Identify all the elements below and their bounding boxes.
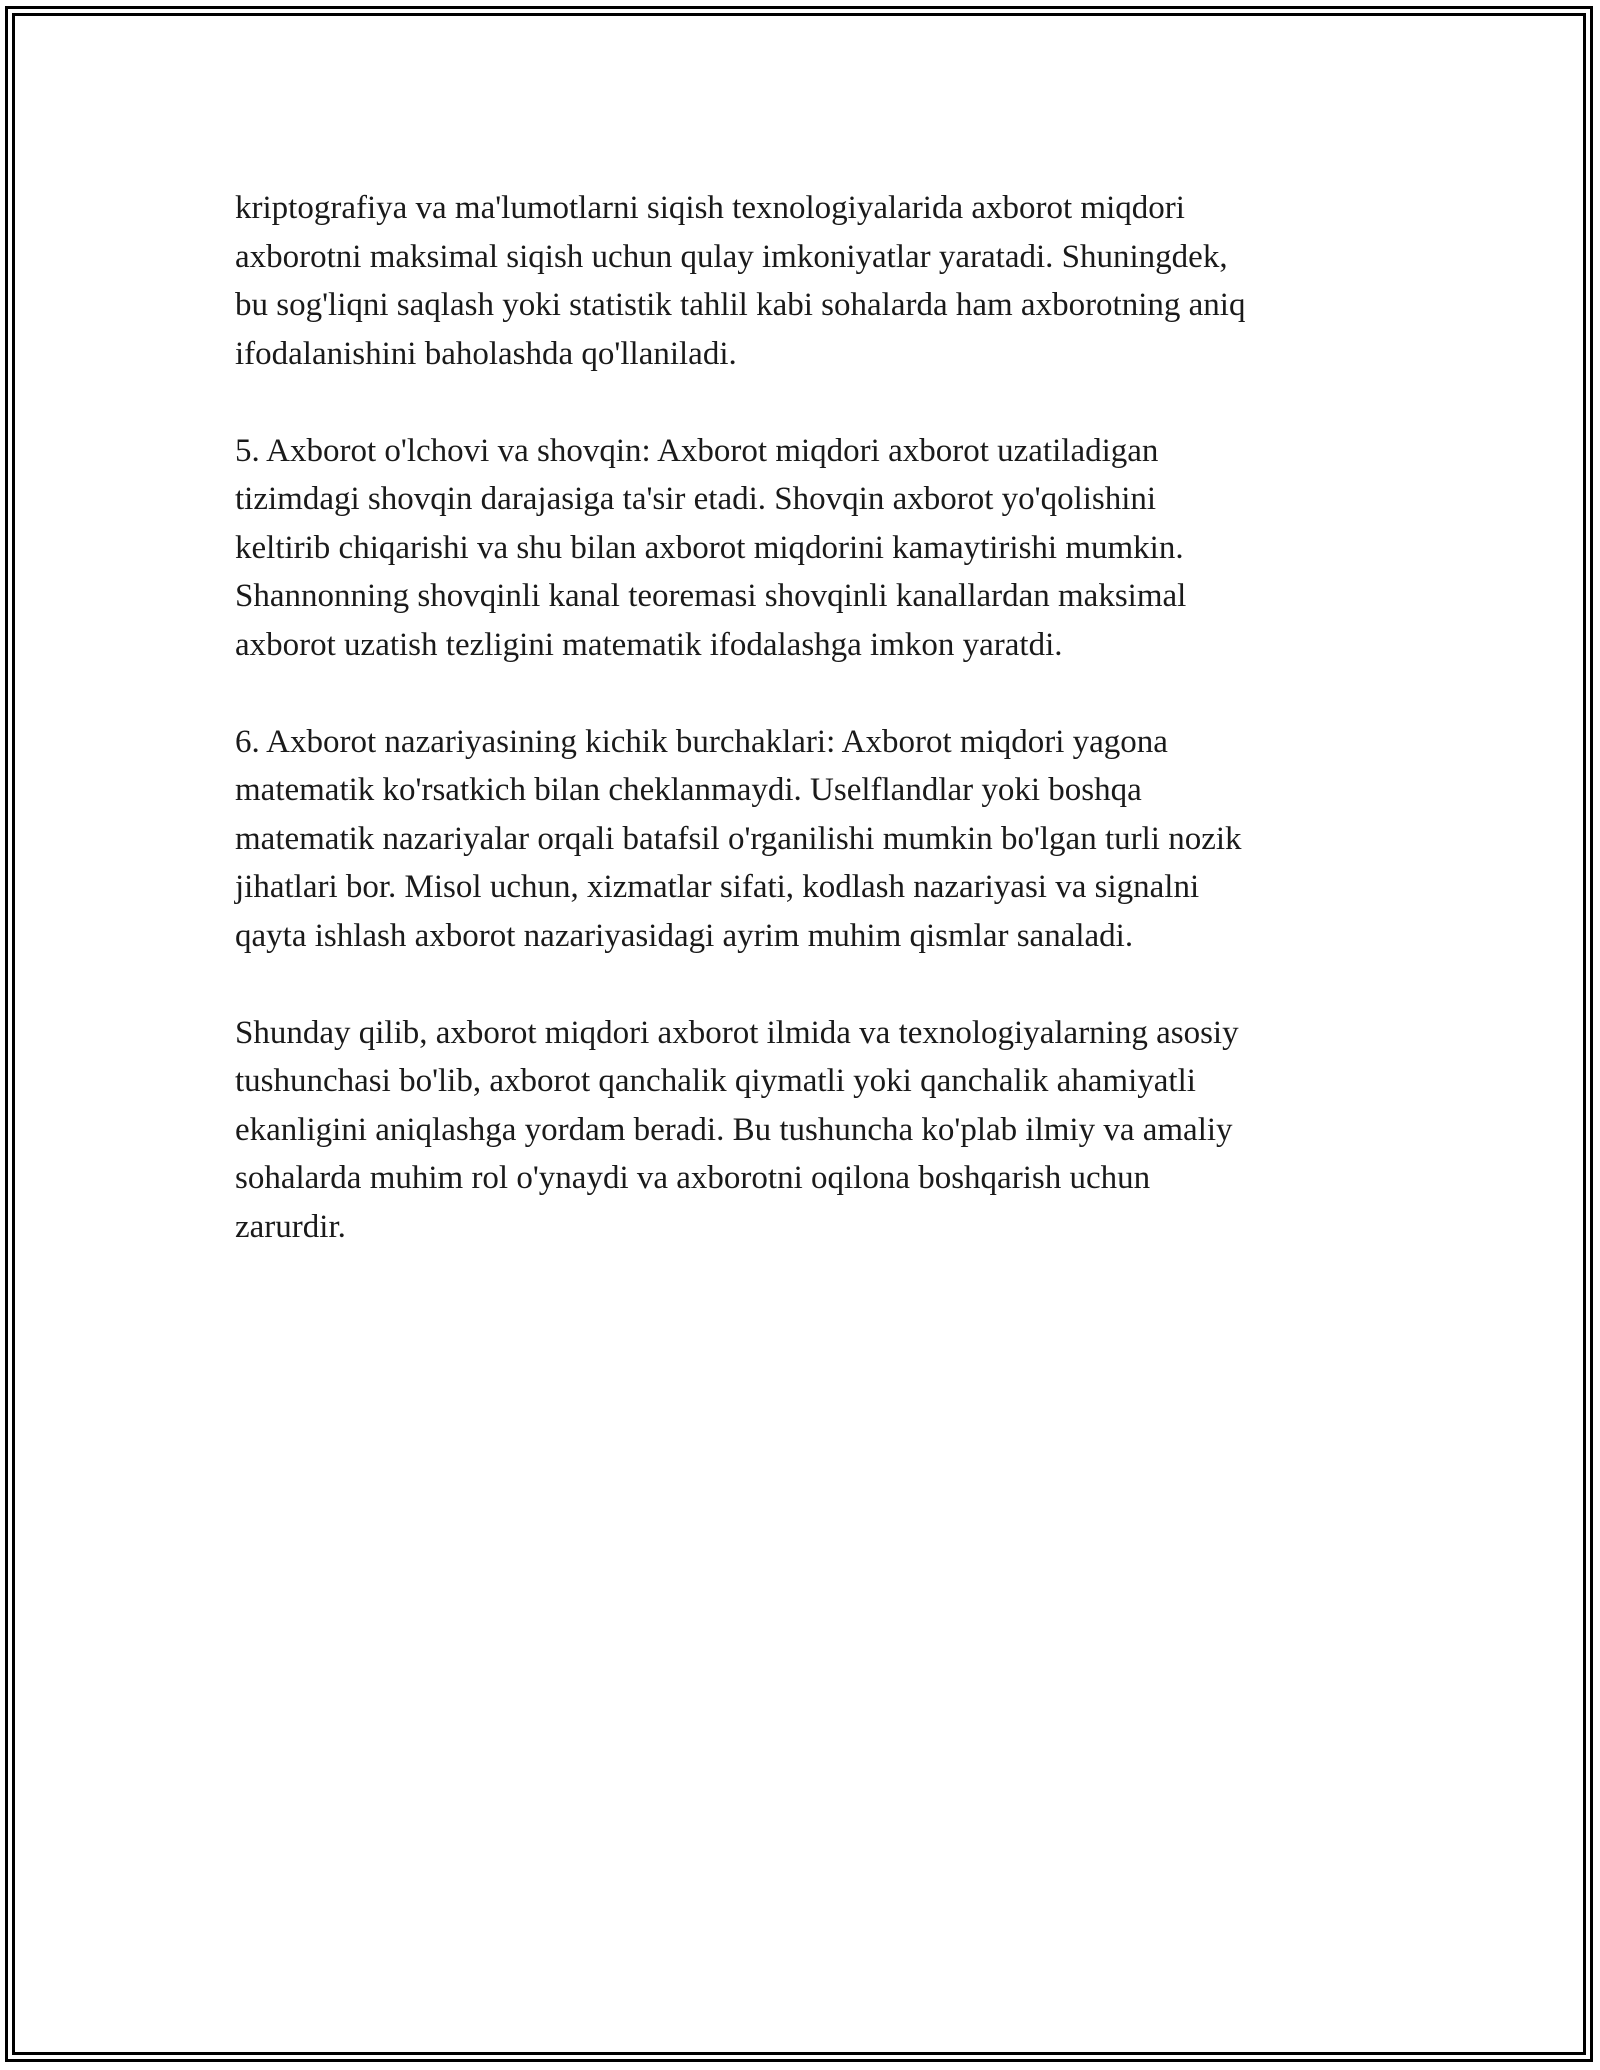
text-line: ifodalanishini baholashda qo'llaniladi.: [235, 335, 737, 372]
text-line: ekanligini aniqlashga yordam beradi. Bu tushuncha ko'plab ilmiy va amaliy: [235, 1111, 1233, 1148]
text-line: tushunchasi bo'lib, axborot qanchalik qiymatli yoki qanchalik ahamiyatli: [235, 1063, 1196, 1099]
text-line: kriptografiya va ma'lumotlarni siqish texnologiyalarida axborot miqdori: [235, 190, 1185, 226]
text-line: 6. Axborot nazariyasining kichik burchaklari: Axborot miqdori yagona: [235, 723, 1168, 760]
text-line: qayta ishlash axborot nazariyasidagi ayrim muhim qismlar sanaladi.: [235, 917, 1134, 954]
text-line: sohalarda muhim rol o'ynaydi va axborotni oqilona boshqarish uchun: [235, 1160, 1151, 1196]
text-line: zarurdir.: [235, 1208, 346, 1245]
paragraph-item-5: [235, 427, 1375, 670]
text-line: jihatlari bor. Misol uchun, xizmatlar sifati, kodlash nazariyasi va signalni: [235, 869, 1200, 905]
text-line: bu sog'liqni saqlash yoki statistik tahlil kabi sohalarda ham axborotning aniq: [235, 287, 1246, 323]
paragraph-conclusion: [235, 1009, 1375, 1252]
text-line: matematik ko'rsatkich bilan cheklanmaydi. Uselflandlar yoki boshqa: [235, 772, 1142, 808]
paragraph-item-6: [235, 718, 1375, 961]
text-line: 5. Axborot o'lchovi va shovqin: Axborot miqdori axborot uzatiladigan: [235, 432, 1159, 469]
text-line: tizimdagi shovqin darajasiga ta'sir etadi. Shovqin axborot yo'qolishini: [235, 481, 1157, 517]
text-line: Shannonning shovqinli kanal teoremasi shovqinli kanallardan maksimal: [235, 578, 1187, 614]
document-body: [235, 184, 1375, 1300]
text-line: keltirib chiqarishi va shu bilan axborot miqdorini kamaytirishi mumkin.: [235, 529, 1184, 566]
text-line: Shunday qilib, axborot miqdori axborot ilmida va texnologiyalarning asosiy: [235, 1014, 1239, 1051]
text-line: axborotni maksimal siqish uchun qulay imkoniyatlar yaratadi. Shuningdek,: [235, 238, 1228, 275]
paragraph-intro-continuation: [235, 184, 1375, 378]
text-line: matematik nazariyalar orqali batafsil o'rganilishi mumkin bo'lgan turli nozik: [235, 820, 1242, 857]
text-line: axborot uzatish tezligini matematik ifodalashga imkon yaratdi.: [235, 626, 1063, 663]
